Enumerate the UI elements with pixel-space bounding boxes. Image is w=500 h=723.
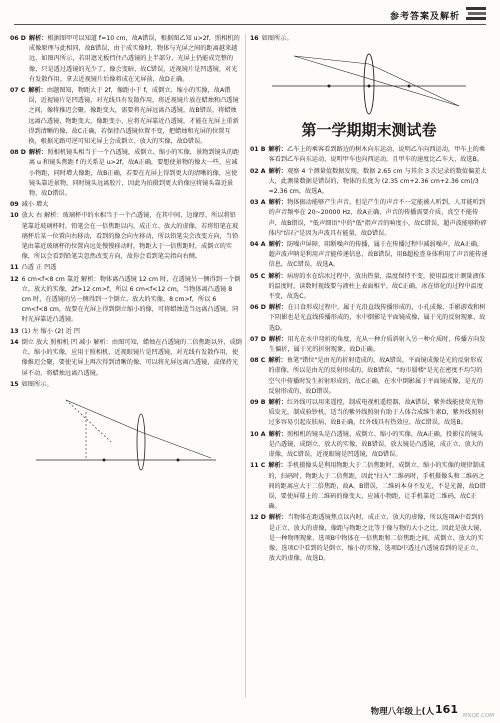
answer-item [250,198,488,239]
answer-text: 病房的水在结冰过程中，放出热量，温度保持不变，使用温度计测量液体的温度时，读数时视线要与液柱上表面相平，故C正确，冰在熔化的过程中温度不变，故选C。 [268,272,485,301]
answer-number: 07 D [250,335,266,343]
answer-text: 根据图甲可以知道 f=10 cm，故A错误，根据图乙知 u>2f，照相机的成像原理与此相同，故B错误，由于成实像时，物体与光屏之间的距离越来越远，如图丙所示，若用遮光板挡住凸透镜的上半部分，光屏上仍能成完整的像，只是透过透镜的光少了，像会变暗，故C错误，近视镜片是凹透镜，对光有发散作用，拿去近视镜片后像将成在光屏前，故D正确。 [28,35,240,83]
answer-number: 05 C [250,272,266,280]
section-title: 第一学期期末测试卷 [301,121,437,140]
answer-text: 鱼笔"错位"是由光的折射造成的，故A错误，平面镜成像是光的反射形成的虚像，所以是由光的反射形成的，故B错误，"海市蜃楼"是光在密度不均匀的空气中传播时发生折射形成的，故C正确，在水中倒影属于平面镜成像，是光的反射形成的，故D错误。 [268,357,484,395]
answer-number: 08 D [10,149,26,157]
page-header [0,0,500,26]
left-column [10,34,242,475]
answer-number: 08 C [250,357,266,365]
answer-item [250,356,488,397]
answer-item [250,34,488,44]
answer-item [10,263,242,273]
answer-text: 6 cm<f<8 cm 靠近 解析：物体离凸透镜 12 cm 时，在透镜另一侧得到一个倒立、放大的实像，2f>12 cm>f，所以 6 cm<f<12 cm，当物体离凸透镜 8 cm 时，在透镜的另一侧得到一个倒立、放大的实像，8 cm>f，所以 6 cm<f<8 cm，故要在光屏上得到倒立缩小的像，可将蜡烛适当远离凸透镜，同时光屏靠近凸透镜。 [21,275,241,324]
answer-text: 照相机镜头相当于一个凸透镜，成倒立、缩小的实像，景物到镜头的距离 u 和镜头焦距 f 的关系是 u>2f，故A正确，要想使景物的像大一些，应减小物距，同时增大像距，故B正确，若要在光屏上得到更大的清晰的像，应使镜头靠近景物，同时镜头远离胶片，因此为拍摄到更大的像应将镜头靠近景物，故D错误。 [28,149,240,198]
answer-text: 照相机的镜头是凸透镜，成倒立、缩小的实像，故A正确，投影仪的镜头是凸透镜，成倒立、放大的实像，故B错误，放大镜是凸透镜，成正立、放大的虚像，故C错误，近视眼镜是凹透镜，故D错误。 [268,430,484,459]
answer-number: 14 [10,338,19,346]
answer-item [10,380,242,390]
answer-text: 减小 增大 [21,201,49,209]
answer-number: 15 [10,380,19,388]
answer-label: 解析： [28,87,47,95]
column-divider [245,34,246,698]
answer-label: 解析： [268,272,287,280]
answer-item [250,513,488,564]
answer-item [10,200,242,210]
answer-item [250,461,488,512]
answer-text: 如图所示。 [261,35,293,42]
answer-text: 防噪声屏障，阻断噪声的传播，属于在传播过程中减弱噪声，故A正确，超声波声呐是利用声音能传递信息，故B错误，用B超检查身体利用了声音能传递信息，故C错误，故选A。 [268,241,488,269]
answer-label: 解析： [268,167,288,175]
answer-text: 放大 右 解析：玻璃杯中的水相当于一个凸透镜，在其中间，边缘厚，所以将铅笔靠近玻璃杯时，铅笔会在一倍焦距以内，成正立、放大的虚像，若将铅笔在玻璃杯后某一位置向右移动，看到的像会向左移动，所以铅笔尖会改变方向，当铅笔由靠近玻璃杯的位置向远处慢慢移动时，物距大于一倍焦距时，成倒立的实像，所以会看到铅笔尖忽然改变方向，故你会看到笔尖指向右侧。 [21,212,239,261]
lens-ray-diagram [264,46,474,116]
watermark: MXQE.COM [463,713,494,719]
answer-item [250,167,488,198]
page-footer [0,700,500,723]
answer-label: 解析： [28,149,48,157]
answer-item [250,240,488,271]
answer-label: 解析： [268,514,288,522]
answer-text: 如图所示。 [21,380,53,388]
answer-number: 11 [10,264,19,272]
book-title: 物理八年级上(人 [370,707,434,717]
answer-text: 红外线可以用来遥控，制成电视机遥控器，故A错误，紫外线能使荧光物质发光，制成验钞机，适当的紫外线照射有助于人体合成维生素D，紫外线照射过多容易引起皮肤病，故B正确，红外线具有热效应，故C错误，故选B。 [268,399,484,427]
answer-number: 06 D [10,35,26,42]
mirror-reflection-diagram [26,392,226,472]
answer-number: 04 A [250,241,266,249]
answer-number: 11 C [250,462,266,470]
answer-item [10,338,242,379]
answer-text: 凸透 正 凹透 [21,264,57,272]
page-number: 161 [435,703,458,716]
answer-label: 解析： [268,304,288,312]
answer-text: 乙车上的乘客看到路边的树木向东运动，说明乙车向西运动，甲车上的乘客看到乙车向东运动，说明甲车也向西运动，且甲车的速度比乙车大，故选B。 [268,146,486,164]
answer-number: 13 [10,327,19,335]
answer-label: 解析： [268,199,288,207]
answer-text: 当物体在距透镜焦点以内时，成正立、放大的虚像，所以选项A中看到的是正立、放大的虚像，像距与物距之比等于像与物的大小之比，因此是放大镜，是一种物理现象，选项B中物体在一倍焦距和二倍焦距之间，成倒立、放大的实像，选项C中看到的是倒立、缩小的实像，选项D中透过凸透镜看到的是正立、放大的虚像，故选D。 [268,514,486,563]
answer-label: 解析： [268,399,288,407]
answer-item [250,272,488,303]
answer-text: 物体振动能够产生声音，但是产生的声音不一定能被人听到，人耳能听到的声音频率在 20~20000 Hz，故A正确，声音的传播需要介质，真空不能传声，故B错误，"低声细语"中的"低"指声音的响度小，故C错误，超声波能够粉碎体内"结石"是因为声波具有能量，故D错误。 [268,199,487,237]
answer-number: 02 A [250,167,266,175]
answer-number: 03 A [250,199,266,207]
answer-item [250,430,488,461]
answer-number: 12 D [250,514,266,522]
answer-item [10,86,242,147]
answer-item [250,303,488,334]
answer-number: 06 D [250,304,266,312]
answer-item [10,211,242,262]
answer-item [10,34,242,85]
right-column [250,34,488,565]
answer-text: 在日食形成过程中，属于光沿直线传播形成的，小孔成像、手影游戏和树下阴影也是光直线传播形成的，水中倒影是平面镜成像，属于光的反射现象，故选D。 [268,304,486,332]
header-title: 参考答案及解析 [389,12,460,22]
answer-label: 解析： [28,35,48,42]
book-logo-icon [464,4,488,22]
answer-text: 手机摄像头是利用物距大于二倍焦距时，成倒立、缩小的实像的规律制成的，扫码时，物距大于二倍焦距，因此"扫入"二维码时，手机摄像头和二维码之间的距离应大于二倍焦距，故A、B错误，二维码本身不发光，不是光源，故D错误，要使屏幕上的二维码的像变大，应减小物距，让手机靠近二维码，故C正确。 [268,462,486,511]
answer-text: (1) 左 缩小 (2) 近 凹 [21,327,80,335]
answer-text: 用光在水中弯折的角度，光从一种介质斜射入另一种介质时，传播方向发生偏折，属于光的折射现象，故D正确。 [268,335,486,354]
answer-label: 解析： [268,430,288,438]
answer-item [250,335,488,355]
answer-item [250,398,488,429]
answer-text: 由题图知，物距大于 2f，像距小于 f，成倒立、缩小的实像，故A错误，近视镜片是凹透镜，对光线具有发散作用，将近视镜片放在蜡烛和凸透镜之间，像将推迟会聚，像距变大，需要将光屏远离凸透镜，故B错误，将蜡烛远离凸透镜，物距变大，像距变小，应将光屏靠近凸透镜，才能在光屏上重新得到清晰的像，故C正确，若保持凸透镜位置不变，把蜡烛和光屏的位置互换，根据光路可逆可知光屏上会成倒立、放大的实像，故D错误。 [28,87,239,146]
answer-item [10,275,242,326]
answer-number: 16 [250,35,259,42]
answer-item [10,148,242,199]
answer-item [10,327,242,337]
answer-label: 解析： [268,462,287,470]
answer-number: 10 [10,212,19,220]
answer-label: 解析： [268,357,287,365]
header-rule [14,24,486,25]
answer-label: 解析： [268,335,288,343]
answer-number: 07 C [10,87,26,95]
answer-number: 12 [10,275,19,283]
answer-label: 解析： [268,146,288,154]
answer-text: 倒立 放大 照相机 凹 减小 解析：由图可知，蜡烛在凸透镜的二倍焦距以外，成倒立、缩小的实像，应用于照相机，近视眼镜片是凹透镜，对光线有发散作用，使像推迟会聚，要使光屏上再次得到清晰的像，可以将光屏远离凸透镜，或保持光屏不动，将蜡烛远离凸透镜。 [21,338,242,377]
answer-number: 09 [10,201,19,209]
answer-number: 09 B [250,399,266,407]
answer-text: 观察 4 个测量值数据发现，数据 2.65 cm 与其余 3 次记录的数值偏差太大，此测量数据是错误的，物体的长度为 (2.35 cm+2.36 cm+2.36 cm)/3 ≈2.36 cm，故选A。 [268,167,487,196]
answer-item [250,145,488,165]
answer-number: 01 B [250,146,266,154]
answer-label: 解析： [268,241,288,249]
answer-number: 10 A [250,430,266,438]
